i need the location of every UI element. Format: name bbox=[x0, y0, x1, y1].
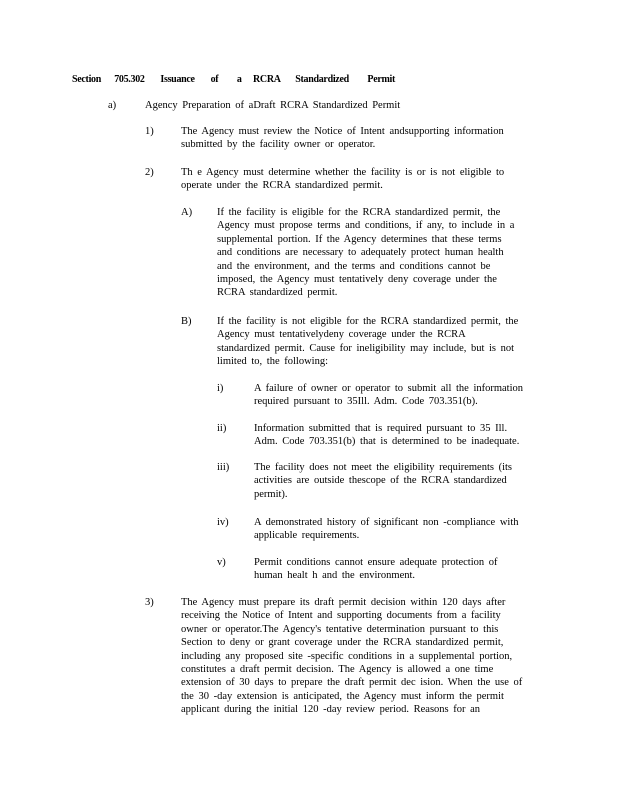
text-line: The Agency must prepare its draft permit decision within 120 days after bbox=[181, 597, 506, 608]
item-B-ii-text bbox=[254, 422, 519, 449]
text-line: standardized permit. Cause for ineligibility may include, but is not bbox=[217, 342, 515, 354]
text-line: constitutes a draft permit decision. The Agency is allowed a one time bbox=[181, 664, 494, 676]
text-line: and conditions are necessary to adequately protect human health bbox=[217, 247, 504, 259]
heading-word: Standardized bbox=[295, 74, 349, 85]
item-2-text bbox=[181, 166, 504, 193]
text-line: Th e Agency must determine whether the facility is or is not eligible to bbox=[181, 167, 505, 178]
text-line: submitted by the facility owner or operator. bbox=[181, 139, 376, 151]
item-B-iii-text bbox=[254, 461, 512, 501]
heading-word: RCRA bbox=[253, 74, 281, 85]
section-number: 705.302 bbox=[114, 74, 145, 85]
text-line: A failure of owner or operator to submit all the information bbox=[254, 383, 524, 394]
item-1-label: 1) bbox=[145, 126, 154, 137]
section-heading bbox=[72, 74, 407, 85]
item-3-label: 3) bbox=[145, 597, 154, 608]
text-line: receiving the Notice of Intent and supporting documents from a facility bbox=[181, 610, 501, 622]
text-line: Adm. Code 703.351(b) that is determined to be inadequate. bbox=[254, 436, 520, 448]
text-line: If the facility is not eligible for the RCRA standardized permit, the bbox=[217, 316, 519, 327]
item-B-v-text bbox=[254, 556, 498, 583]
text-line: human healt h and the environment. bbox=[254, 570, 416, 582]
text-line: permit). bbox=[254, 488, 288, 500]
heading-word: Issuance bbox=[160, 74, 195, 85]
text-line: RCRA standardized permit. bbox=[217, 287, 338, 299]
heading-word: of bbox=[210, 74, 219, 85]
subsection-a-label: a) bbox=[108, 100, 117, 111]
text-line: the 30 -day extension is anticipated, the Agency must inform the permit bbox=[181, 690, 504, 702]
item-B-i-text bbox=[254, 382, 523, 409]
text-line: Permit conditions cannot ensure adequate protection of bbox=[254, 557, 498, 568]
item-B-iii-label: iii) bbox=[217, 462, 230, 473]
text-line: including any proposed site -specific conditions in a supplemental portion, bbox=[181, 650, 513, 662]
text-line: operate under the RCRA standardized permit. bbox=[181, 180, 383, 192]
text-line: The Agency must review the Notice of Intent andsupporting information bbox=[181, 126, 504, 137]
text-line: imposed, the Agency must tentatively deny coverage under the bbox=[217, 274, 497, 286]
text-line: A demonstrated history of significant non -compliance with bbox=[254, 517, 519, 528]
text-line: Agency must propose terms and conditions, if any, to include in a bbox=[217, 220, 515, 232]
text-line: limited to, the following: bbox=[217, 356, 328, 368]
item-A-label: A) bbox=[181, 207, 193, 218]
item-1-text bbox=[181, 125, 504, 152]
item-B-label: B) bbox=[181, 316, 192, 327]
item-A-text bbox=[217, 206, 514, 300]
text-line: Section to deny or grant coverage under the RCRA standardized permit, bbox=[181, 637, 504, 649]
item-3-text bbox=[181, 596, 522, 717]
section-label: Section bbox=[72, 74, 102, 85]
text-line: owner or operator.The Agency's tentative determination pursuant to this bbox=[181, 623, 499, 635]
text-line: applicant during the initial 120 -day review period. Reasons for an bbox=[181, 704, 481, 716]
heading-word: Permit bbox=[367, 74, 396, 85]
item-B-ii-label: ii) bbox=[217, 423, 227, 434]
text-line: required pursuant to 35Ill. Adm. Code 703.351(b). bbox=[254, 396, 478, 408]
item-B-text bbox=[217, 315, 518, 369]
text-line: If the facility is eligible for the RCRA standardized permit, the bbox=[217, 207, 501, 218]
subsection-a-title: Agency Preparation of aDraft RCRA Standardized Permit bbox=[145, 100, 401, 111]
text-line: Agency must tentativelydeny coverage under the RCRA bbox=[217, 329, 466, 341]
item-B-iv-label: iv) bbox=[217, 517, 229, 528]
item-B-iv-text bbox=[254, 516, 519, 543]
item-B-v-label: v) bbox=[217, 557, 226, 568]
item-B-i-label: i) bbox=[217, 383, 224, 394]
item-2-label: 2) bbox=[145, 167, 154, 178]
text-line: extension of 30 days to prepare the draft permit dec ision. When the use of bbox=[181, 677, 523, 689]
heading-word: a bbox=[236, 74, 242, 85]
text-line: The facility does not meet the eligibility requirements (its bbox=[254, 462, 513, 473]
text-line: and the environment, and the terms and conditions cannot be bbox=[217, 260, 491, 272]
text-line: Information submitted that is required pursuant to 35 Ill. bbox=[254, 423, 508, 434]
text-line: activities are outside thescope of the RCRA standardized bbox=[254, 475, 507, 487]
text-line: supplemental portion. If the Agency determines that these terms bbox=[217, 233, 502, 245]
text-line: applicable requirements. bbox=[254, 530, 360, 542]
